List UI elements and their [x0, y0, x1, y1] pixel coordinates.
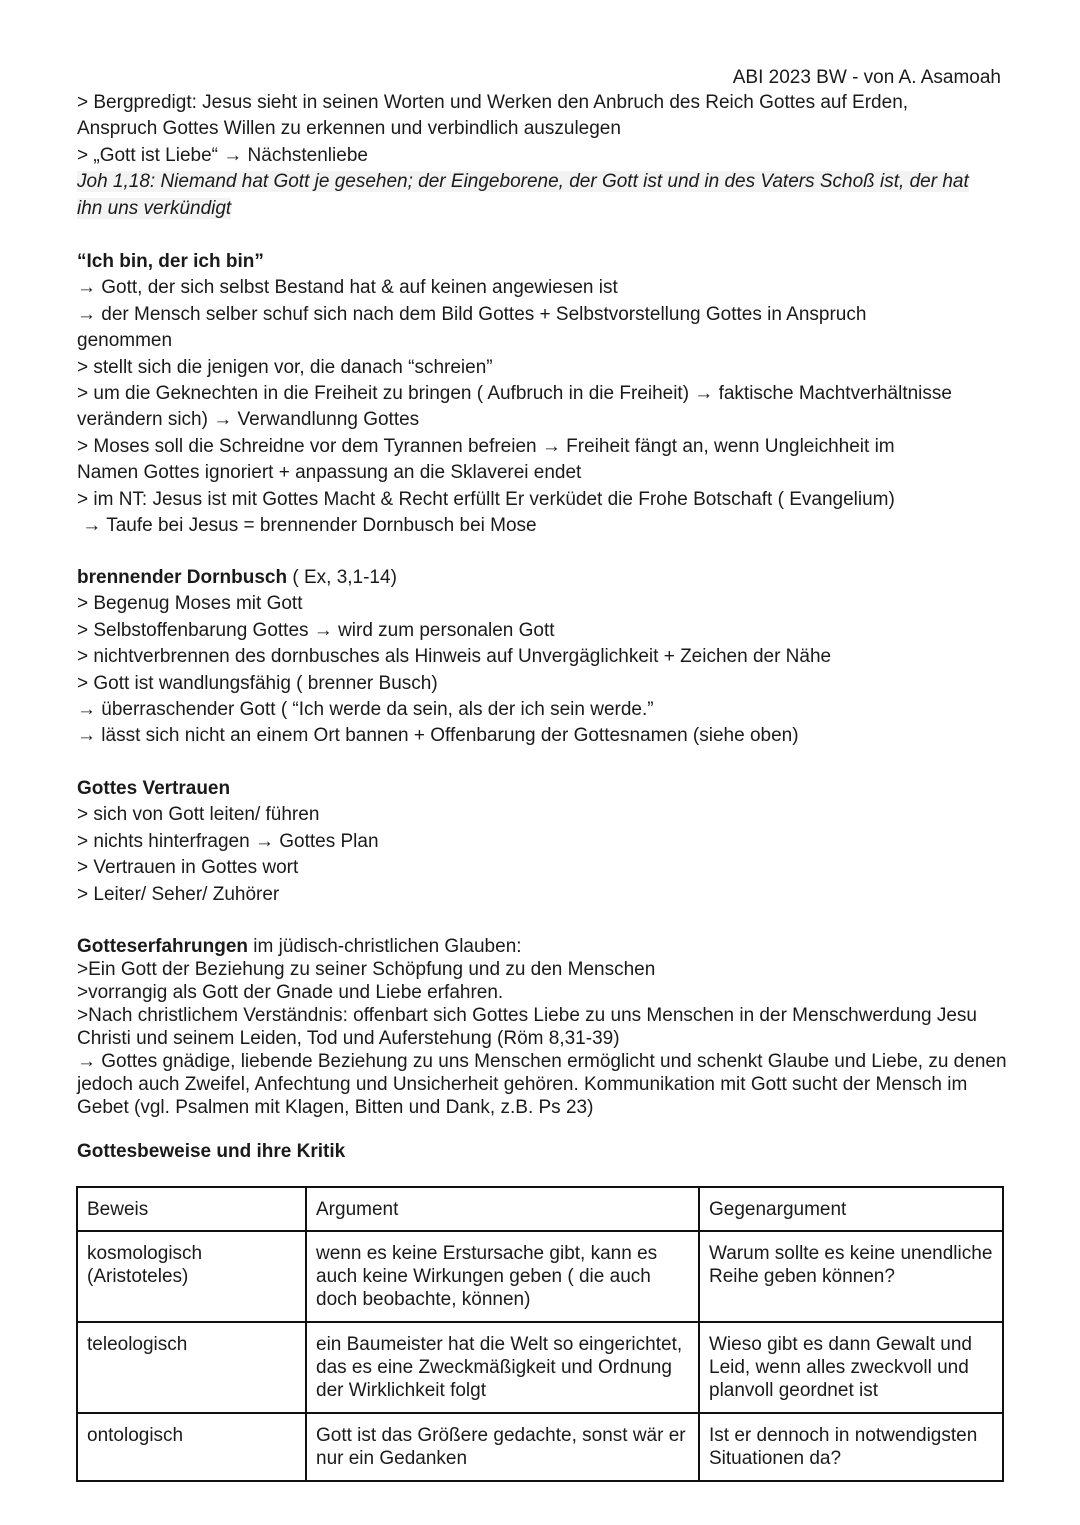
section-line: > nichtverbrennen des dornbusches als Hinweis auf Unvergäglichkeit + Zeichen der Nähe [77, 646, 832, 668]
section-line: > nichts hinterfragen → Gottes Plan [77, 830, 379, 852]
page-header: ABI 2023 BW - von A. Asamoah [732, 67, 1001, 88]
section-line: → Taufe bei Jesus = brennender Dornbusch bei Mose [77, 515, 537, 537]
section-line: >vorrangig als Gott der Gnade und Liebe erfahren. [77, 982, 504, 1003]
section-line: > um die Geknechten in die Freiheit zu bringen ( Aufbruch in die Freiheit) → faktische Machtverhältnisse verändern sich) → Verwandlunng Gottes [77, 383, 952, 431]
section-heading-suffix: ( Ex, 3,1-14) [287, 567, 397, 588]
table-cell: Warum sollte es keine unendliche Reihe geben können? [699, 1231, 1003, 1322]
table-row [77, 1231, 1003, 1322]
section-line: → lässt sich nicht an einem Ort bannen + Offenbarung der Gottesnamen (siehe oben) [77, 725, 799, 747]
section-line: >Nach christlichem Verständnis: offenbart sich Gottes Liebe zu uns Menschen in der Menschwerdung Jesu Christi und seinem Leiden, Tod und Auferstehung (Röm 8,31-39) [77, 1005, 977, 1049]
section-heading: Gottes Vertrauen [77, 778, 231, 799]
section-line: > Begenug Moses mit Gott [77, 593, 303, 615]
erfahrungen-section [77, 935, 1007, 1119]
vertrauen-section [77, 776, 1017, 908]
section-line: > Leiter/ Seher/ Zuhörer [77, 883, 280, 905]
ich-bin-section [77, 249, 1017, 539]
section-heading: brennender Dornbusch [77, 567, 288, 588]
section-heading-suffix: im jüdisch-christlichen Glauben: [248, 936, 522, 957]
section-line: > im NT: Jesus ist mit Gottes Macht & Recht erfüllt Er verküdet die Frohe Botschaft ( Evangelium) [77, 488, 895, 510]
beweise-heading: Gottesbeweise und ihre Kritik [77, 1141, 346, 1162]
intro-line: > Bergpredigt: Jesus sieht in seinen Worten und Werken den Anbruch des Reich Gottes auf Erden, [77, 92, 909, 113]
section-line: >Ein Gott der Beziehung zu seiner Schöpfung und zu den Menschen [77, 959, 656, 980]
table-cell: Ist er dennoch in notwendigsten Situationen da? [699, 1413, 1003, 1481]
intro-line: > „Gott ist Liebe“ → Nächstenliebe [77, 144, 368, 166]
column-header: Gegenargument [699, 1187, 1003, 1231]
table-cell: ein Baumeister hat die Welt so eingerichtet, das es eine Zweckmäßigkeit und Ordnung der Wirklichkeit folgt [306, 1322, 699, 1413]
table-row [77, 1322, 1003, 1413]
table-header-row [77, 1187, 1003, 1231]
column-header: Beweis [77, 1187, 306, 1231]
table-cell: Gott ist das Größere gedachte, sonst wär er nur ein Gedanken [306, 1413, 699, 1481]
section-line: → Gott, der sich selbst Bestand hat & auf keinen angewiesen ist [77, 277, 618, 299]
table-cell: teleologisch [77, 1322, 306, 1413]
section-heading: “Ich bin, der ich bin” [77, 251, 264, 272]
section-line: → Gottes gnädige, liebende Beziehung zu uns Menschen ermöglicht und schenkt Glaube und Liebe, zu denen jedoch auch Zweifel, Anfechtung und Unsicherheit gehören. Kommunikation mit Gott sucht der Mensch im Gebet (vgl. Psalmen mit Klagen, Bitten und Dank, z.B. Ps 23) [77, 1051, 1007, 1118]
section-line: > stellt sich die jenigen vor, die danach “schreien” [77, 356, 493, 378]
section-heading: Gotteserfahrungen [77, 936, 249, 957]
intro-line: Anspruch Gottes Willen zu erkennen und verbindlich auszulegen [77, 118, 621, 140]
table-cell: Wieso gibt es dann Gewalt und Leid, wenn alles zweckvoll und planvoll geordnet ist [699, 1322, 1003, 1413]
bible-quote: Joh 1,18: Niemand hat Gott je gesehen; der Eingeborene, der Gott ist und in des Vaters Schoß ist, der hat ihn uns verkündigt [77, 171, 969, 219]
dornbusch-section [77, 565, 1017, 750]
section-line: → der Mensch selber schuf sich nach dem Bild Gottes + Selbstvorstellung Gottes in Anspruch genommen [77, 303, 867, 352]
section-line: > Selbstoffenbarung Gottes → wird zum personalen Gott [77, 619, 555, 641]
section-line: > Gott ist wandlungsfähig ( brenner Busch) [77, 672, 438, 694]
section-line: > Moses soll die Schreidne vor dem Tyrannen befreien → Freiheit fängt an, wenn Ungleichheit im Namen Gottes ignoriert + anpassung an die Sklaverei endet [77, 435, 895, 484]
gottesbeweise-table [76, 1186, 1004, 1482]
table-cell: wenn es keine Erstursache gibt, kann es auch keine Wirkungen geben ( die auch doch beobachte, können) [306, 1231, 699, 1322]
section-line: > Vertrauen in Gottes wort [77, 857, 299, 879]
table-row [77, 1413, 1003, 1481]
table-cell: ontologisch [77, 1413, 306, 1481]
intro-section [77, 90, 1017, 222]
section-line: > sich von Gott leiten/ führen [77, 804, 320, 826]
section-line: → überraschender Gott ( “Ich werde da sein, als der ich sein werde.” [77, 699, 654, 721]
table-cell: kosmologisch (Aristoteles) [77, 1231, 306, 1322]
column-header: Argument [306, 1187, 699, 1231]
